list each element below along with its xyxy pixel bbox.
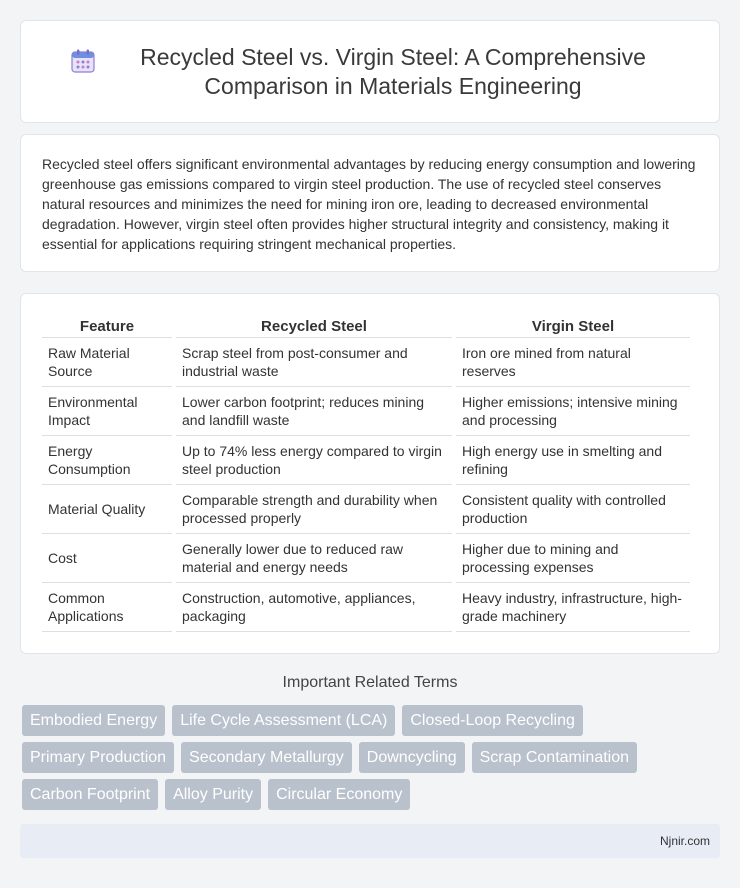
table-cell-feature: Material Quality (42, 485, 172, 534)
table-row (42, 583, 690, 632)
comparison-table (38, 314, 694, 632)
table-row (42, 485, 690, 534)
page-title: Recycled Steel vs. Virgin Steel: A Comprehensive Comparison in Materials Engineering (140, 43, 646, 99)
table-row (42, 534, 690, 583)
title-card (20, 20, 720, 123)
table-cell-feature: Environmental Impact (42, 387, 172, 436)
tag-closed-loop-recycling[interactable]: Closed-Loop Recycling (402, 705, 583, 736)
table-cell-virgin: High energy use in smelting and refining (456, 436, 690, 485)
table-cell-virgin: Higher due to mining and processing expenses (456, 534, 690, 583)
table-cell-recycled: Up to 74% less energy compared to virgin steel production (176, 436, 452, 485)
tag-alloy-purity[interactable]: Alloy Purity (165, 779, 261, 810)
related-terms-list (22, 705, 722, 816)
tag-scrap-contamination[interactable]: Scrap Contamination (472, 742, 637, 773)
column-header-virgin: Virgin Steel (456, 314, 690, 338)
title-wrap (70, 43, 670, 101)
table-cell-feature: Energy Consumption (42, 436, 172, 485)
table-cell-virgin: Iron ore mined from natural reserves (456, 338, 690, 387)
table-cell-recycled: Lower carbon footprint; reduces mining and landfill waste (176, 387, 452, 436)
tag-circular-economy[interactable]: Circular Economy (268, 779, 410, 810)
related-terms-heading: Important Related Terms (282, 674, 458, 691)
intro-paragraph: Recycled steel offers significant environmental advantages by reducing energy consumption and lowering greenhouse gas emissions compared to virgin steel production. The use of recycled steel conserves natural resources and minimizes the need for mining iron ore, leading to decreased environmental degradation. However, virgin steel often provides higher structural integrity and consistency, making it essential for applications requiring stringent mechanical properties. (42, 156, 696, 252)
table-cell-feature: Cost (42, 534, 172, 583)
footer (20, 824, 720, 858)
tag-embodied-energy[interactable]: Embodied Energy (22, 705, 165, 736)
table-row (42, 338, 690, 387)
table-cell-recycled: Scrap steel from post-consumer and industrial waste (176, 338, 452, 387)
table-row (42, 387, 690, 436)
table-cell-recycled: Construction, automotive, appliances, packaging (176, 583, 452, 632)
table-cell-feature: Raw Material Source (42, 338, 172, 387)
intro-card (20, 134, 720, 272)
table-cell-virgin: Consistent quality with controlled production (456, 485, 690, 534)
table-cell-recycled: Generally lower due to reduced raw material and energy needs (176, 534, 452, 583)
tag-downcycling[interactable]: Downcycling (359, 742, 465, 773)
tag-secondary-metallurgy[interactable]: Secondary Metallurgy (181, 742, 352, 773)
table-header-row (42, 314, 690, 338)
tag-life-cycle-assessment[interactable]: Life Cycle Assessment (LCA) (172, 705, 395, 736)
table-cell-recycled: Comparable strength and durability when processed properly (176, 485, 452, 534)
calendar-icon (70, 48, 96, 74)
comparison-table-card (20, 293, 720, 654)
table-cell-virgin: Higher emissions; intensive mining and processing (456, 387, 690, 436)
footer-site-link[interactable]: Njnir.com (659, 834, 710, 848)
table-cell-virgin: Heavy industry, infrastructure, high-grade machinery (456, 583, 690, 632)
tag-carbon-footprint[interactable]: Carbon Footprint (22, 779, 158, 810)
tag-primary-production[interactable]: Primary Production (22, 742, 174, 773)
column-header-recycled: Recycled Steel (176, 314, 452, 338)
table-cell-feature: Common Applications (42, 583, 172, 632)
table-row (42, 436, 690, 485)
column-header-feature: Feature (42, 314, 172, 338)
